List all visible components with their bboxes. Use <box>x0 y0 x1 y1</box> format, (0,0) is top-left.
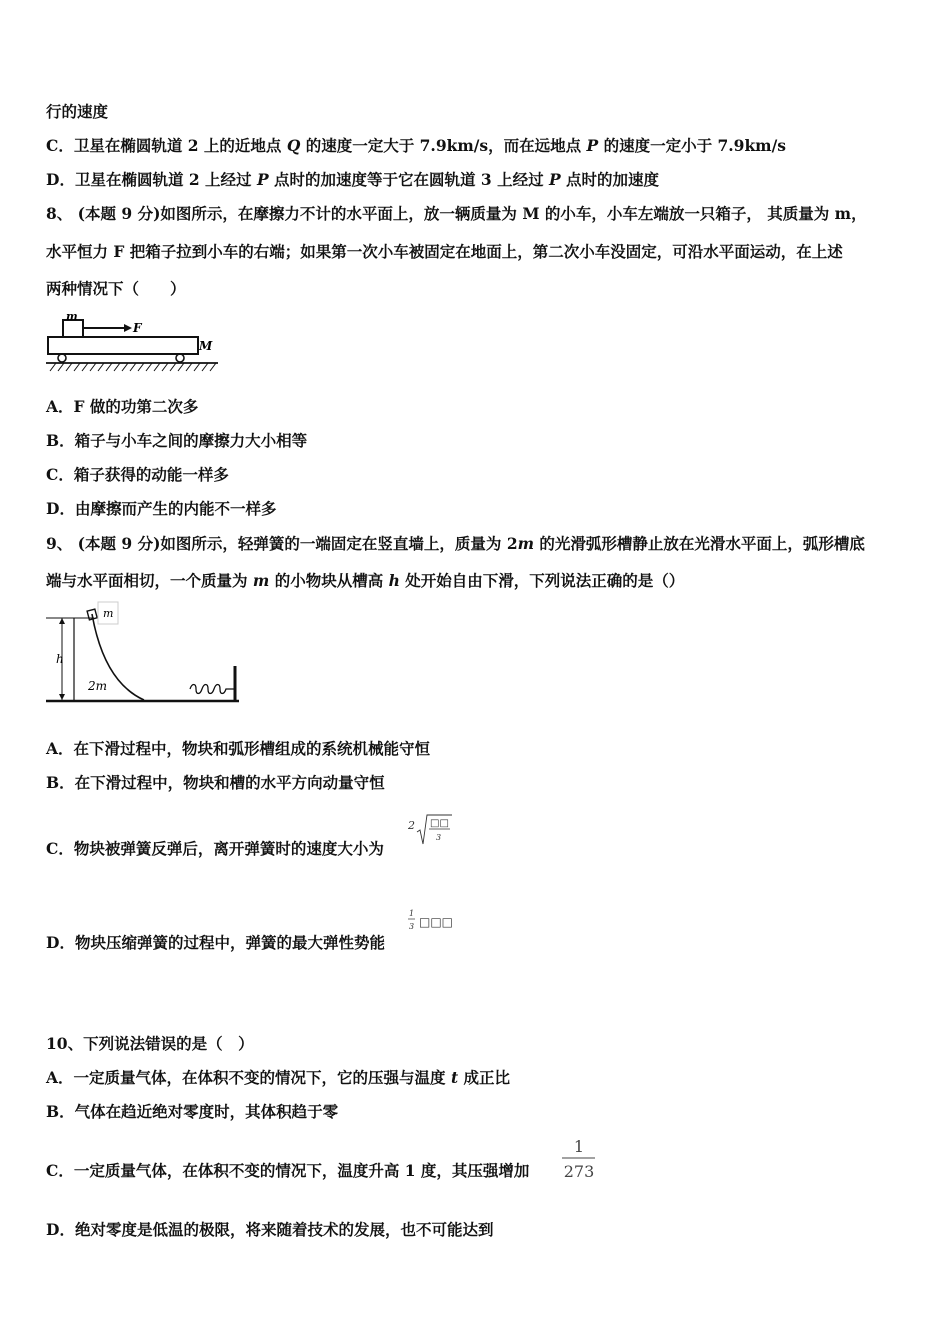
groove-label: 2m <box>88 679 108 693</box>
height-arrow-up <box>59 618 65 624</box>
q9-option-d: D．物块压缩弹簧的过程中，弹簧的最大弹性势能 <box>46 933 385 952</box>
q8-option-c: C．箱子获得的动能一样多 <box>46 465 229 484</box>
cart-label: M <box>199 339 213 353</box>
fraction-c-den: 273 <box>563 1162 595 1181</box>
q9-formula-c <box>408 812 456 852</box>
q9-stem-line-2: 端与水平面相切，一个质量为 m 的小物块从槽高 h 处开始自由下滑，下列说法正确的是（） <box>46 571 685 590</box>
force-arrowhead <box>124 324 132 332</box>
ground-hatching <box>50 363 216 371</box>
right-wheel <box>176 354 184 362</box>
block-label: m <box>103 607 114 620</box>
q9-stem-line-1: 9、 (本题 9 分)如图所示，轻弹簧的一端固定在竖直墙上，质量为 2m 的光滑弧形槽静止放在光滑水平面上，弧形槽底 <box>46 534 865 553</box>
height-arrow-down <box>59 694 65 700</box>
q10-option-b: B．气体在趋近绝对零度时，其体积趋于零 <box>46 1102 339 1121</box>
left-wheel <box>58 354 66 362</box>
q7-option-c: C．卫星在椭圆轨道 2 上的近地点 Q 的速度一定大于 7.9km/s，而在远地点 P 的速度一定小于 7.9km/s <box>46 136 786 155</box>
q9-option-c: C．物块被弹簧反弹后，离开弹簧时的速度大小为 <box>46 839 384 858</box>
height-label: h <box>56 652 64 666</box>
q8-option-b: B．箱子与小车之间的摩擦力大小相等 <box>46 431 308 450</box>
q9-groove-figure <box>42 600 242 712</box>
force-label: F <box>133 321 142 335</box>
q10-fraction-c <box>560 1134 598 1182</box>
q9-option-b: B．在下滑过程中，物块和槽的水平方向动量守恒 <box>46 773 385 792</box>
formula-c-coef: 2 <box>408 819 415 832</box>
q10-option-d: D．绝对零度是低温的极限，将来随着技术的发展，也不可能达到 <box>46 1220 494 1239</box>
cart-body <box>48 337 198 354</box>
formula-c-den: 3 <box>436 833 442 842</box>
q10-stem: 10、下列说法错误的是（ ） <box>46 1034 254 1053</box>
continuation-text: 行的速度 <box>46 102 109 121</box>
q10-option-c: C．一定质量气体，在体积不变的情况下，温度升高 1 度，其压强增加 <box>46 1161 530 1180</box>
formula-d-num: 1 <box>409 909 415 918</box>
formula-c-num: □□ <box>430 818 449 829</box>
q8-option-d: D．由摩擦而产生的内能不一样多 <box>46 499 277 518</box>
q8-option-a: A．F 做的功第二次多 <box>46 397 199 416</box>
q7-option-d: D．卫星在椭圆轨道 2 上经过 P 点时的加速度等于它在圆轨道 3 上经过 P 点时的加速度 <box>46 170 660 189</box>
box-label: m <box>66 310 78 323</box>
q8-stem-line-1: 8、 (本题 9 分)如图所示，在摩擦力不计的水平面上，放一辆质量为 M 的小车，小车左端放一只箱子， 其质量为 m， <box>46 204 867 223</box>
fraction-c-num: 1 <box>573 1137 585 1156</box>
q8-cart-figure <box>44 310 224 378</box>
formula-d-den: 3 <box>409 922 415 931</box>
q10-option-a: A．一定质量气体，在体积不变的情况下，它的压强与温度 t 成正比 <box>46 1068 511 1087</box>
q9-formula-d <box>408 906 460 936</box>
spring-coil <box>190 685 234 694</box>
formula-d-tail: □□□ <box>419 915 454 929</box>
q8-stem-line-3: 两种情况下（ ） <box>46 279 186 298</box>
q9-option-a: A．在下滑过程中，物块和弧形槽组成的系统机械能守恒 <box>46 739 431 758</box>
q8-stem-line-2: 水平恒力 F 把箱子拉到小车的右端；如果第一次小车被固定在地面上，第二次小车没固定，可沿水平面运动，在上述 <box>46 242 843 261</box>
